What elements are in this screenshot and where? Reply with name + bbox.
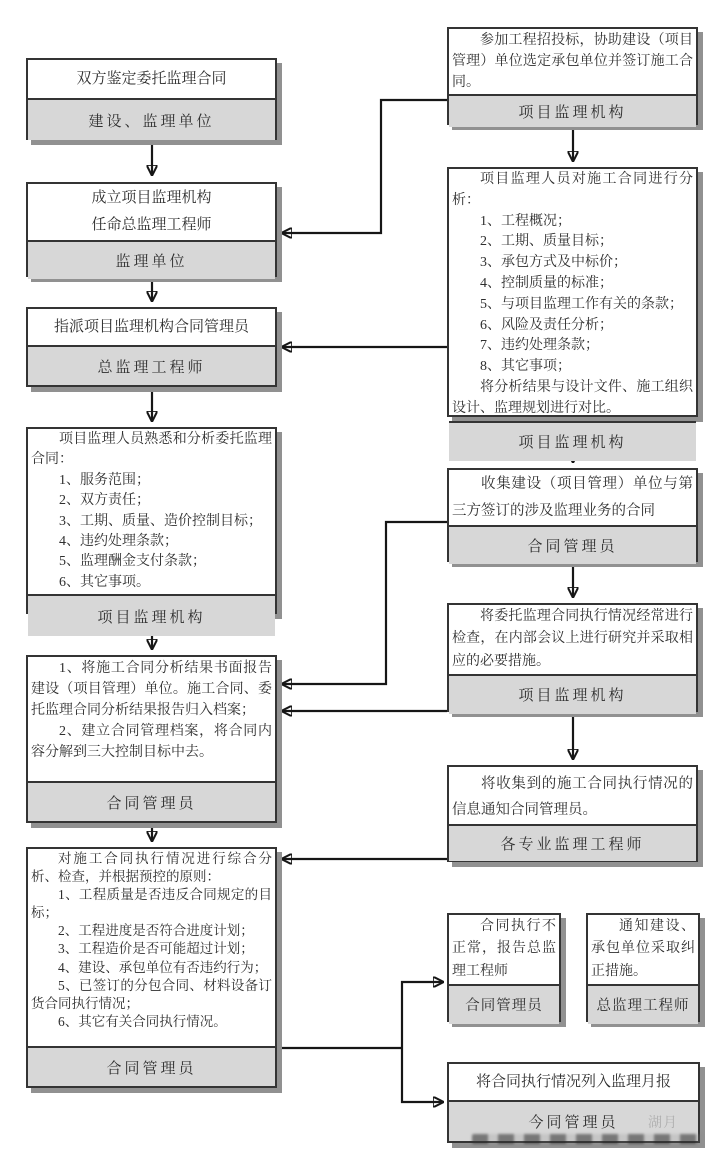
flow-box-analyze-entrust-contract [26, 427, 277, 626]
paragraph: 6、风险及责任分析； [480, 317, 613, 333]
flow-box-collect-third-party [447, 468, 698, 562]
paragraph: 7、违约处理条款； [480, 338, 599, 354]
flow-box-establish-org-role: 监理单位 [28, 240, 275, 279]
flow-box-monthly-report-role: 今同管理员 [449, 1100, 698, 1141]
flow-box-analyze-entrust-contract-text [28, 429, 275, 594]
flow-box-analyze-construction-contract-text [449, 169, 696, 421]
paragraph: 4、控制质量的标准； [480, 275, 613, 291]
flow-box-corrective-measures-text [588, 915, 698, 984]
paragraph: 参加工程招投标，协助建设（项目管理）单位选定承包单位并签订施工合同。 [452, 33, 693, 90]
paragraph: 1、工程概况； [480, 213, 571, 229]
flow-box-report-analysis [26, 655, 277, 823]
flow-box-corrective-measures-role: 总监理工程师 [588, 984, 698, 1024]
paragraph: 2、工程进度是否符合进度计划； [58, 923, 254, 939]
paragraph: 3、工期、质量、造价控制目标； [59, 513, 262, 529]
flow-box-notify-contract-manager-text [449, 767, 696, 824]
flow-box-bid-assist [447, 27, 698, 125]
paragraph: 2、工期、质量目标； [480, 234, 613, 250]
flow-box-abnormal-report-role: 合同管理员 [449, 984, 559, 1024]
flow-box-bid-assist-role: 项目监理机构 [449, 94, 696, 127]
paragraph: 1、将施工合同分析结果书面报告建设（项目管理）单位。施工合同、委托监理合同分析结果报告归入档案； [31, 661, 272, 718]
flow-box-collect-third-party-role: 合同管理员 [449, 525, 696, 564]
paragraph: 1、服务范围； [59, 472, 150, 488]
flow-box-check-entrust-execution-role: 项目监理机构 [449, 674, 696, 714]
paragraph: 1、工程质量是否违反合同规定的目标； [31, 887, 272, 921]
paragraph: 3、承包方式及中标价； [480, 255, 627, 271]
flow-box-collect-third-party-text [449, 470, 696, 525]
paragraph: 任命总监理工程师 [91, 217, 212, 233]
paragraph: 将委托监理合同执行情况经常进行检查，在内部会议上进行研究并采取相应的必要措施。 [452, 609, 693, 669]
paragraph: 5、已签订的分包合同、材料设备订货合同执行情况； [31, 977, 272, 1011]
paragraph: 成立项目监理机构 [91, 190, 212, 206]
connector-bid-to-establish [283, 100, 447, 233]
paragraph: 6、其它有关合同执行情况。 [58, 1013, 227, 1029]
paragraph: 6、其它事项。 [59, 574, 150, 590]
watermark-smudge [472, 1134, 702, 1144]
flow-box-comprehensive-review [26, 847, 277, 1088]
paragraph: 将分析结果与设计文件、施工组织设计、监理规划进行对比。 [452, 379, 693, 416]
paragraph: 5、监理酬金支付条款； [59, 554, 206, 570]
flow-box-sign-contract-text [28, 60, 275, 98]
paragraph: 5、与项目监理工作有关的条款； [480, 296, 683, 312]
paragraph: 项目监理人员熟悉和分析委托监理合同： [31, 432, 272, 468]
paragraph: 3、工程造价是否可能超过计划； [58, 941, 254, 957]
flow-box-notify-contract-manager-role: 各专业监理工程师 [449, 824, 696, 861]
connector-review-to-monthly [402, 1048, 442, 1102]
paragraph: 4、违约处理条款； [59, 534, 178, 550]
flow-box-sign-contract [26, 58, 277, 140]
flow-box-establish-org [26, 182, 277, 277]
flow-box-assign-manager-role: 总监理工程师 [28, 345, 275, 385]
paragraph: 将收集到的施工合同执行情况的信息通知合同管理员。 [452, 776, 693, 818]
paragraph: 收集建设（项目管理）单位与第三方签订的涉及监理业务的合同 [452, 476, 693, 519]
flow-box-corrective-measures [586, 913, 700, 1022]
flow-box-abnormal-report-text [449, 915, 559, 984]
paragraph: 通知建设、承包单位采取纠正措施。 [591, 919, 695, 979]
paragraph: 2、双方责任； [59, 493, 150, 509]
paragraph: 4、建设、承包单位有否违约行为； [58, 959, 268, 975]
flow-box-analyze-construction-contract [447, 167, 698, 452]
paragraph: 2、建立合同管理档案，将合同内容分解到三大控制目标中去。 [31, 724, 272, 760]
flow-box-monthly-report-text [449, 1064, 698, 1100]
flow-box-establish-org-text [28, 184, 275, 240]
flow-box-comprehensive-review-role: 合同管理员 [28, 1046, 275, 1086]
paragraph: 合同执行不正常，报告总监理工程师 [452, 919, 556, 979]
paragraph: 项目监理人员对施工合同进行分析： [452, 172, 693, 208]
flow-box-notify-contract-manager [447, 765, 698, 862]
flow-box-report-analysis-text [28, 657, 275, 781]
flow-box-analyze-construction-contract-role: 项目监理机构 [449, 421, 696, 461]
flow-box-check-entrust-execution [447, 603, 698, 712]
flow-box-assign-manager-text [28, 309, 275, 345]
flow-box-assign-manager [26, 307, 277, 387]
watermark: 湖月 [648, 1116, 678, 1131]
paragraph: 双方鉴定委托监理合同 [76, 71, 227, 87]
connector-collect-to-report [283, 522, 447, 684]
paragraph: 将合同执行情况列入监理月报 [475, 1074, 671, 1090]
flow-box-comprehensive-review-text [28, 849, 275, 1046]
paragraph: 指派项目监理机构合同管理员 [53, 319, 249, 335]
flow-box-analyze-entrust-contract-role: 项目监理机构 [28, 594, 275, 636]
flow-box-abnormal-report [447, 913, 561, 1022]
flow-box-report-analysis-role: 合同管理员 [28, 781, 275, 821]
flow-box-bid-assist-text [449, 29, 696, 94]
paragraph: 对施工合同执行情况进行综合分析、检查，并根据预控的原则： [31, 851, 272, 885]
connector-review-to-abnormal [402, 982, 442, 1048]
flow-box-sign-contract-role: 建设、监理单位 [28, 98, 275, 140]
paragraph: 8、其它事项； [480, 359, 571, 375]
flow-box-check-entrust-execution-text [449, 605, 696, 674]
